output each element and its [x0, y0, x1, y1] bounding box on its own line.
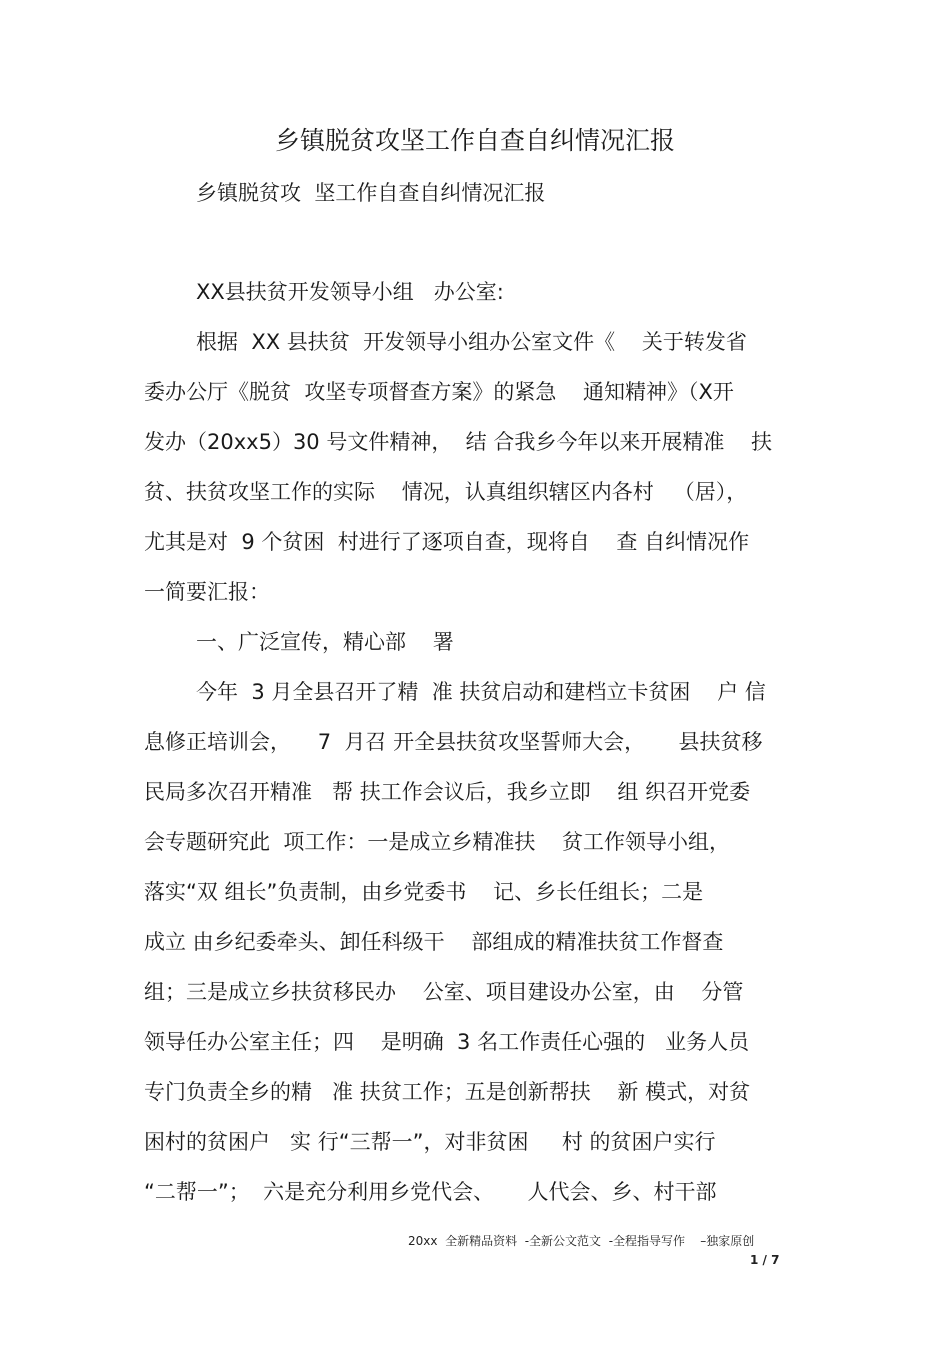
body-line: 会专题研究此 项工作：一是成立乡精准扶 贫工作领导小组， [144, 830, 731, 854]
body-line: 困村的贫困户 实 行“三帮一”，对非贫困 村 的贫困户实行 [144, 1130, 716, 1154]
body-line: 贫、扶贫攻坚工作的实际 情况，认真组织辖区内各村 （居）， [144, 480, 748, 504]
body-line: 成立 由乡纪委牵头、卸任科级干 部组成的精准扶贫工作督查 [144, 930, 724, 954]
body-line: 尤其是对 9 个贫困 村进行了逐项自查，现将自 查 自纠情况作 [144, 530, 750, 554]
body-line: 今年 3 月全县召开了精 准 扶贫启动和建档立卡贫困 户 信 [196, 680, 766, 704]
subtitle-line: 乡镇脱贫攻 坚工作自查自纠情况汇报 [196, 181, 546, 205]
body-line: 组；三是成立乡扶贫移民办 公室、项目建设办公室，由 分管 [144, 980, 744, 1004]
addressee-line: XX县扶贫开发领导小组 办公室: [196, 280, 504, 304]
body-line: 发办（20xx5）30 号文件精神， 结 合我乡今年以来开展精准 扶 [144, 430, 773, 454]
body-line: 根据 XX 县扶贫 开发领导小组办公室文件《 关于转发省 [196, 330, 747, 354]
section-heading: 一、广泛宣传，精心部 署 [196, 630, 454, 654]
body-line: 息修正培训会， 7 月召 开全县扶贫攻坚誓师大会， 县扶贫移 [144, 730, 763, 754]
document-title: 乡镇脱贫攻坚工作自查自纠情况汇报 [274, 126, 675, 155]
body-line: 一简要汇报： [144, 580, 270, 604]
body-line: 专门负责全乡的精 准 扶贫工作；五是创新帮扶 新 模式，对贫 [144, 1080, 751, 1104]
page-number: 1 / 7 [750, 1253, 780, 1267]
body-line: 领导任办公室主任；四 是明确 3 名工作责任心强的 业务人员 [144, 1030, 750, 1054]
footer-text: 20xx 全新精品资料 -全新公文范文 -全程指导写作 –独家原创 [408, 1234, 755, 1248]
body-line: 落实“双 组长”负责制，由乡党委书 记、乡长任组长；二是 [144, 880, 704, 904]
body-line: 民局多次召开精准 帮 扶工作会议后，我乡立即 组 织召开党委 [144, 780, 751, 804]
body-line: 委办公厅《脱贫 攻坚专项督查方案》的紧急 通知精神》（X开 [144, 380, 734, 404]
body-line: “二帮一”； 六是充分利用乡党代会、 人代会、乡、村干部 [144, 1180, 717, 1204]
